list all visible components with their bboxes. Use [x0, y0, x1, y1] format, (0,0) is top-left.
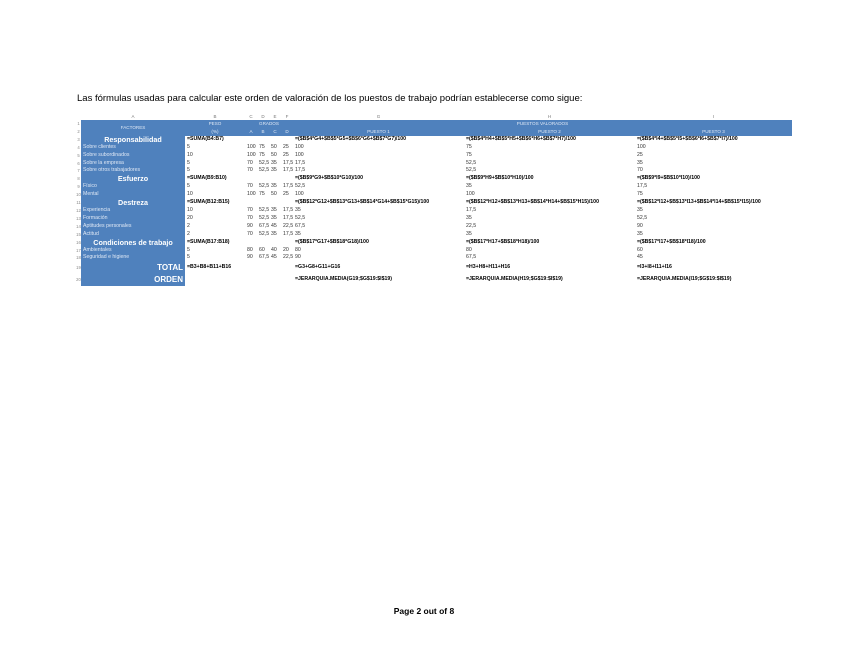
factor-label[interactable]: Seguridad e higiene [81, 254, 185, 262]
puestos-header[interactable]: PUESTOS VALORADOS [293, 120, 792, 128]
row-number[interactable]: 19 [76, 265, 81, 271]
row-number[interactable]: 1 [77, 121, 80, 126]
row-number[interactable]: 9 [77, 184, 80, 190]
cell[interactable]: 5 [187, 254, 190, 261]
cell[interactable]: 35 [271, 230, 277, 237]
cell[interactable]: 100 [637, 143, 646, 150]
row-number[interactable]: 4 [77, 144, 80, 150]
cell[interactable] [245, 175, 257, 183]
table-row [76, 231, 792, 239]
cell[interactable]: 17,5 [283, 214, 293, 221]
row-number[interactable]: 7 [77, 168, 80, 174]
puesto-header[interactable]: PUESTO 1 [293, 128, 464, 136]
peso-unit-header[interactable]: (%) [185, 128, 245, 136]
table-row [76, 167, 792, 175]
cell[interactable]: 2 [187, 222, 190, 229]
cell[interactable] [281, 262, 293, 274]
table-row [76, 215, 792, 223]
cell-formula[interactable]: =($B$17*G17+$B$18*G18)/100 [295, 238, 369, 245]
cell[interactable]: 5 [187, 143, 190, 150]
cell[interactable]: 35 [271, 206, 277, 213]
row-number[interactable]: 10 [76, 192, 81, 198]
table-row [76, 247, 792, 255]
table-row [76, 160, 792, 168]
cell[interactable]: 52,5 [259, 206, 269, 213]
row-number[interactable]: 5 [77, 152, 80, 158]
cell[interactable]: 60 [637, 246, 643, 253]
cell[interactable]: 45 [637, 254, 643, 261]
cell[interactable]: 17,5 [637, 183, 648, 190]
cell[interactable]: 75 [637, 191, 643, 198]
table-row [76, 223, 792, 231]
cell[interactable]: 50 [271, 191, 277, 198]
column-header[interactable]: G [376, 114, 381, 119]
cell[interactable]: 35 [271, 167, 277, 174]
cell[interactable] [281, 136, 293, 144]
cell[interactable]: 10 [187, 206, 193, 213]
cell-formula[interactable]: =($B$4*G4+$B$5*G5+$B$6*G6+$B$7*G7)/100 [295, 135, 407, 142]
cell[interactable]: 35 [271, 214, 277, 221]
cell[interactable] [245, 199, 257, 207]
row-number[interactable]: 18 [76, 255, 81, 261]
row-number[interactable]: 20 [76, 277, 81, 283]
cell[interactable]: 25 [283, 143, 289, 150]
cell[interactable] [257, 262, 269, 274]
row-number[interactable]: 17 [76, 247, 81, 253]
cell[interactable]: 80 [247, 246, 253, 253]
cell[interactable]: 52,5 [259, 183, 269, 190]
cell[interactable]: 52,5 [295, 214, 306, 221]
puesto-header[interactable]: PUESTO 3 [635, 128, 792, 136]
factor-label[interactable]: Formación [81, 215, 185, 223]
row-number[interactable]: 16 [76, 239, 81, 245]
cell-formula[interactable]: =SUMA(B4:B7) [187, 135, 224, 142]
cell[interactable]: 20 [187, 214, 193, 221]
cell-formula[interactable]: =G3+G8+G11+G16 [295, 264, 341, 271]
cell[interactable]: 90 [247, 222, 253, 229]
factor-category[interactable]: Destreza [81, 199, 185, 207]
cell-formula[interactable]: =($B$12*H12+$B$13*H13+$B$14*H14+$B$15*H15)/100 [466, 199, 599, 206]
cell[interactable] [281, 199, 293, 207]
cell[interactable]: 20 [283, 246, 289, 253]
cell[interactable]: 52,5 [259, 167, 269, 174]
cell[interactable]: 70 [247, 167, 253, 174]
factores-header[interactable]: FACTORES [81, 120, 185, 136]
cell-formula[interactable]: =H3+H8+H11+H16 [466, 264, 511, 271]
cell[interactable]: 17,5 [295, 159, 306, 166]
cell-formula[interactable]: =($B$17*I17+$B$18*I18)/100 [637, 238, 706, 245]
cell[interactable]: 35 [295, 206, 301, 213]
cell[interactable]: 100 [466, 191, 475, 198]
cell[interactable]: 67,5 [259, 254, 269, 261]
factor-label[interactable]: Experiencia [81, 207, 185, 215]
table-row [76, 183, 792, 191]
cell[interactable]: 17,5 [283, 167, 293, 174]
row-number[interactable]: 3 [77, 136, 80, 142]
cell[interactable]: 22,5 [466, 222, 477, 229]
cell-formula[interactable]: =SUMA(B17:B18) [187, 238, 230, 245]
factor-category[interactable]: Esfuerzo [81, 175, 185, 183]
cell[interactable]: 5 [187, 167, 190, 174]
table-row [76, 199, 792, 207]
cell[interactable]: 100 [295, 151, 304, 158]
cell[interactable]: 100 [295, 191, 304, 198]
cell[interactable] [281, 239, 293, 247]
grado-header[interactable]: A [245, 128, 257, 136]
row-number[interactable]: 6 [77, 160, 80, 166]
cell[interactable]: 100 [247, 151, 256, 158]
cell[interactable]: 17,5 [283, 159, 293, 166]
factor-category[interactable]: Responsabilidad [81, 136, 185, 144]
table-row [76, 254, 792, 262]
cell[interactable]: 67,5 [295, 222, 306, 229]
page-footer: Page 2 out of 8 [393, 606, 455, 616]
factor-label[interactable]: Ambientales [81, 247, 185, 255]
row-number[interactable]: 11 [76, 200, 81, 206]
cell-formula[interactable]: =($B$12*G12+$B$13*G13+$B$14*G14+$B$15*G15)/100 [295, 199, 430, 206]
cell-formula[interactable]: =SUMA(B12:B15) [187, 199, 230, 206]
cell-formula[interactable]: =JERARQUIA.MEDIA(H19;$G$19:$I$19) [466, 276, 563, 283]
cell[interactable]: 75 [466, 151, 472, 158]
cell[interactable]: 50 [271, 151, 277, 158]
cell[interactable]: 35 [295, 230, 301, 237]
cell-formula[interactable]: =B3+B8+B11+B16 [187, 264, 232, 271]
cell[interactable]: 52,5 [295, 183, 306, 190]
grado-header[interactable]: B [257, 128, 269, 136]
table-row [76, 274, 792, 286]
cell[interactable]: 25 [283, 151, 289, 158]
row-number[interactable]: 14 [76, 223, 81, 229]
cell[interactable]: 80 [466, 246, 472, 253]
cell[interactable]: 22,5 [283, 222, 293, 229]
cell[interactable]: 52,5 [259, 214, 269, 221]
cell[interactable]: 2 [187, 230, 190, 237]
table-row [76, 136, 792, 144]
cell[interactable]: 75 [466, 143, 472, 150]
cell[interactable]: 35 [466, 183, 472, 190]
column-header[interactable]: D [261, 114, 265, 119]
cell[interactable] [245, 262, 257, 274]
cell[interactable] [281, 175, 293, 183]
cell[interactable] [257, 136, 269, 144]
cell[interactable] [269, 262, 281, 274]
cell[interactable]: 52,5 [466, 159, 477, 166]
cell-formula[interactable]: =($B$12*I12+$B$13*I13+$B$14*I14+$B$15*I15)/100 [637, 199, 761, 206]
total-label[interactable]: TOTAL [81, 262, 185, 274]
cell[interactable]: 80 [295, 246, 301, 253]
cell[interactable]: 35 [466, 230, 472, 237]
row-number[interactable]: 12 [76, 207, 81, 213]
puesto-header[interactable]: PUESTO 2 [464, 128, 635, 136]
cell[interactable]: 45 [271, 222, 277, 229]
cell[interactable] [269, 175, 281, 183]
cell[interactable]: 75 [259, 151, 265, 158]
cell[interactable]: 35 [637, 230, 643, 237]
grados-header[interactable]: GRADOS [245, 120, 293, 128]
cell[interactable]: 35 [271, 183, 277, 190]
cell[interactable] [245, 136, 257, 144]
table-row [76, 239, 792, 247]
cell[interactable]: 100 [247, 143, 256, 150]
table-row [76, 144, 792, 152]
cell[interactable] [269, 239, 281, 247]
cell[interactable]: 40 [271, 246, 277, 253]
table-row [76, 262, 792, 274]
column-header[interactable]: A [131, 114, 135, 119]
factor-label[interactable]: Mental [81, 191, 185, 199]
cell[interactable] [257, 274, 269, 286]
cell[interactable]: 90 [637, 222, 643, 229]
cell[interactable]: 70 [247, 183, 253, 190]
cell-formula[interactable]: =JERARQUIA.MEDIA(I19;$G$19:$I$19) [637, 276, 732, 283]
table-row [76, 191, 792, 199]
peso-header[interactable]: PESO [185, 120, 245, 128]
row-number[interactable]: 13 [76, 215, 81, 221]
factor-label[interactable]: Actitud [81, 231, 185, 239]
cell[interactable]: 17,5 [283, 183, 293, 190]
factor-label[interactable]: Aptitudes personales [81, 223, 185, 231]
cell[interactable]: 70 [247, 230, 253, 237]
column-header[interactable]: I [712, 114, 715, 119]
column-header[interactable]: C [249, 114, 253, 119]
grado-header[interactable]: C [269, 128, 281, 136]
factor-label[interactable]: Físico [81, 183, 185, 191]
cell[interactable]: 67,5 [466, 254, 477, 261]
cell[interactable]: 5 [187, 159, 190, 166]
cell[interactable]: 5 [187, 246, 190, 253]
cell[interactable]: 22,5 [283, 254, 293, 261]
factor-label[interactable]: Sobre clientes [81, 144, 185, 152]
cell[interactable]: 17,5 [283, 206, 293, 213]
cell[interactable] [245, 239, 257, 247]
cell[interactable]: 35 [466, 214, 472, 221]
table-row [76, 207, 792, 215]
cell[interactable]: 35 [271, 159, 277, 166]
spreadsheet [76, 114, 792, 286]
row-number[interactable]: 2 [77, 128, 80, 134]
cell[interactable]: 52,5 [259, 230, 269, 237]
column-header[interactable]: B [213, 114, 217, 119]
cell-formula[interactable]: =($B$17*H17+$B$18*H18)/100 [466, 238, 540, 245]
cell[interactable] [257, 199, 269, 207]
cell[interactable]: 70 [247, 159, 253, 166]
cell[interactable]: 70 [247, 214, 253, 221]
cell[interactable]: 52,5 [637, 214, 648, 221]
cell[interactable] [269, 136, 281, 144]
cell[interactable]: 25 [283, 191, 289, 198]
cell[interactable]: 35 [637, 206, 643, 213]
cell[interactable]: 25 [637, 151, 643, 158]
factor-label[interactable]: Sobre la empresa [81, 160, 185, 168]
cell[interactable]: 75 [259, 191, 265, 198]
intro-text: Las fórmulas usadas para calcular este orden de valoración de los puestos de trabajo podrían establecerse como sigue: [77, 93, 583, 104]
cell[interactable] [269, 199, 281, 207]
column-header[interactable]: H [547, 114, 552, 119]
cell[interactable] [257, 239, 269, 247]
cell[interactable]: 5 [187, 183, 190, 190]
cell-formula[interactable]: =I3+I8+I11+I16 [637, 264, 672, 271]
cell[interactable]: 52,5 [259, 159, 269, 166]
table-row [76, 175, 792, 183]
table-row [76, 152, 792, 160]
cell[interactable]: 50 [271, 143, 277, 150]
cell[interactable]: 17,5 [283, 230, 293, 237]
factor-label[interactable]: Sobre otros trabajadores [81, 167, 185, 175]
cell[interactable]: 75 [259, 143, 265, 150]
cell[interactable]: 67,5 [259, 222, 269, 229]
grado-header[interactable]: D [281, 128, 293, 136]
valuation-table [76, 114, 792, 286]
cell[interactable]: 17,5 [295, 167, 306, 174]
cell[interactable]: 100 [247, 191, 256, 198]
cell[interactable]: 45 [271, 254, 277, 261]
column-header[interactable]: E [273, 114, 277, 119]
cell[interactable]: 60 [259, 246, 265, 253]
cell[interactable]: 17,5 [466, 206, 477, 213]
table-row [76, 120, 792, 128]
cell[interactable] [269, 274, 281, 286]
cell-formula[interactable]: =($B$4*I4+$B$5*I5+$B$6*I6+$B$7*I7)/100 [637, 135, 738, 142]
cell[interactable]: 70 [637, 167, 643, 174]
cell[interactable]: 90 [295, 254, 301, 261]
cell[interactable] [257, 175, 269, 183]
cell-formula[interactable]: =($B$9*H9+$B$10*H10)/100 [466, 175, 534, 182]
factor-label[interactable]: Sobre subordinados [81, 152, 185, 160]
cell[interactable]: 100 [295, 143, 304, 150]
column-header[interactable]: F [285, 114, 289, 119]
cell[interactable] [281, 274, 293, 286]
cell[interactable]: 10 [187, 191, 193, 198]
cell-formula[interactable]: =($B$9*G9+$B$10*G10)/100 [295, 175, 364, 182]
cell[interactable]: 52,5 [466, 167, 477, 174]
row-number[interactable]: 15 [76, 231, 81, 237]
cell-formula[interactable]: =($B$4*H4+$B$5*H5+$B$6*H6+$B$7*H7)/100 [466, 135, 576, 142]
row-number[interactable]: 8 [77, 176, 80, 182]
cell-formula[interactable]: =SUMA(B9:B10) [187, 175, 227, 182]
cell-formula[interactable]: =JERARQUIA.MEDIA(G19;$G$19:$I$19) [295, 276, 393, 283]
factor-category[interactable]: Condiciones de trabajo [81, 239, 185, 247]
cell[interactable] [185, 274, 245, 286]
cell[interactable]: 70 [247, 206, 253, 213]
cell[interactable]: 90 [247, 254, 253, 261]
cell[interactable]: 10 [187, 151, 193, 158]
cell[interactable]: 35 [637, 159, 643, 166]
orden-label[interactable]: ORDEN [81, 274, 185, 286]
cell-formula[interactable]: =($B$9*I9+$B$10*I10)/100 [637, 175, 700, 182]
cell[interactable] [245, 274, 257, 286]
